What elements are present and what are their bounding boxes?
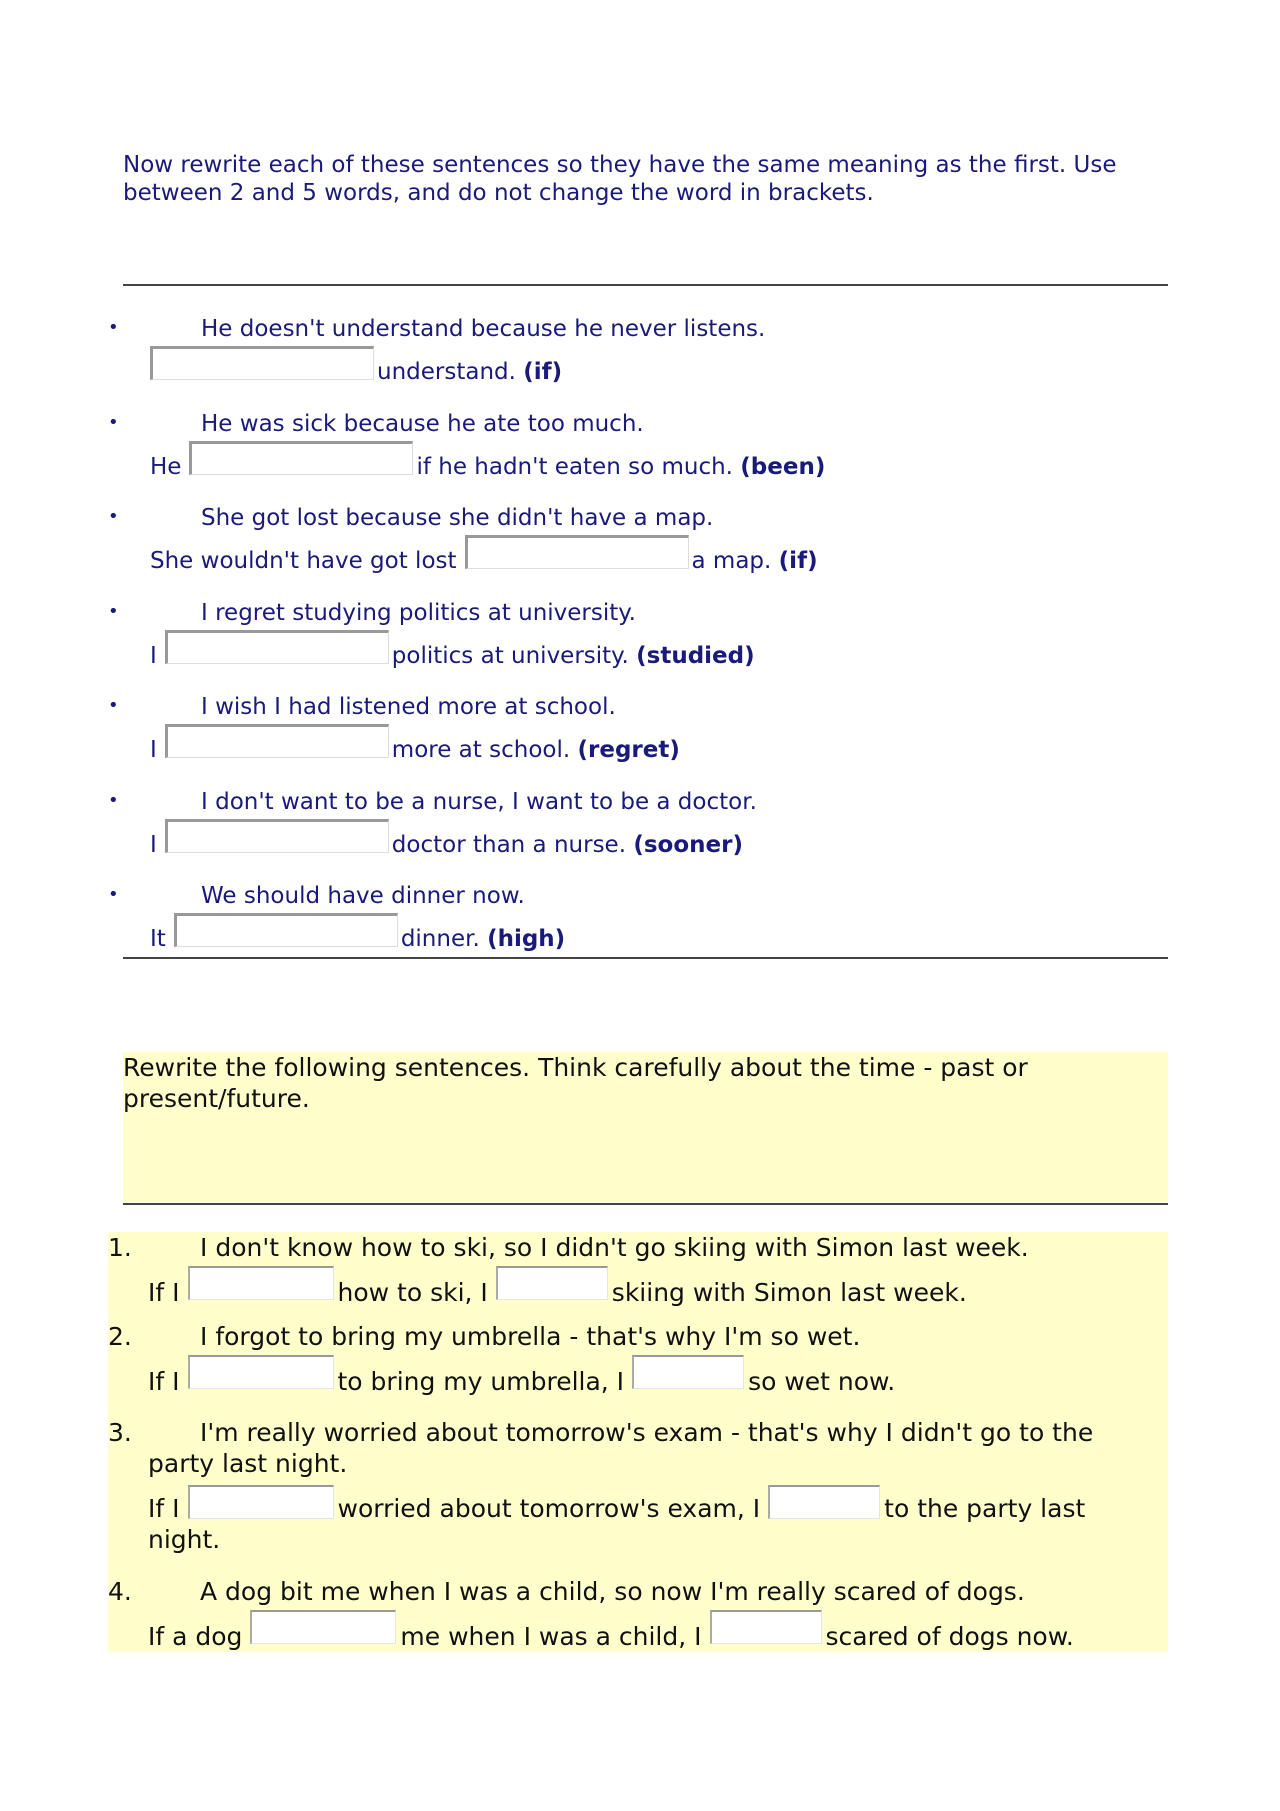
exercise-item bbox=[108, 315, 1168, 410]
answer-line bbox=[150, 724, 680, 764]
answer-input[interactable] bbox=[250, 1610, 396, 1644]
answer-text-part3: scared of dogs now. bbox=[825, 1622, 1074, 1651]
item-number: 1. bbox=[108, 1233, 132, 1262]
divider bbox=[123, 957, 1168, 959]
section1-exercise-list bbox=[108, 315, 1168, 977]
exercise-prompt: He was sick because he ate too much. bbox=[201, 410, 644, 437]
exercise-prompt: I wish I had listened more at school. bbox=[201, 694, 616, 720]
answer-text-before: She wouldn't have got lost bbox=[150, 548, 457, 574]
divider bbox=[123, 284, 1168, 286]
answer-text-after: understand. bbox=[377, 359, 516, 385]
item-number: 4. bbox=[108, 1577, 132, 1606]
section1-instructions: Now rewrite each of these sentences so they have the same meaning as the first. Use between 2 and 5 words, and do not change the word in brackets. bbox=[123, 152, 1117, 206]
answer-text-after: dinner. bbox=[400, 926, 480, 952]
answer-input[interactable] bbox=[632, 1355, 744, 1389]
answer-text-part2: to bring my umbrella, I bbox=[337, 1367, 625, 1396]
exercise-item bbox=[108, 882, 1168, 977]
answer-text-part2: worried about tomorrow's exam, I bbox=[337, 1494, 761, 1523]
answer-input[interactable] bbox=[188, 1485, 334, 1519]
answer-text-part3: skiing with Simon last week. bbox=[611, 1278, 967, 1307]
answer-input[interactable] bbox=[768, 1485, 880, 1519]
exercise-prompt: We should have dinner now. bbox=[201, 883, 525, 909]
answer-text-before: I bbox=[150, 831, 157, 858]
answer-line bbox=[148, 1493, 1158, 1555]
exercise-prompt: I'm really worried about tomorrow's exam - that's why I didn't go to the party last night. bbox=[148, 1418, 1094, 1478]
answer-text-part3: to the party last night. bbox=[148, 1494, 1086, 1554]
exercise-prompt: I forgot to bring my umbrella - that's why I'm so wet. bbox=[200, 1322, 861, 1351]
answer-input[interactable] bbox=[465, 535, 689, 569]
answer-line bbox=[150, 630, 755, 670]
answer-line bbox=[150, 819, 743, 859]
answer-input[interactable] bbox=[150, 346, 374, 380]
bullet: • bbox=[108, 317, 119, 338]
answer-input[interactable] bbox=[165, 630, 389, 664]
item-number: 3. bbox=[108, 1418, 132, 1447]
exercise-item bbox=[108, 410, 1168, 505]
answer-text-before: He bbox=[150, 453, 182, 480]
bullet: • bbox=[108, 600, 119, 622]
bullet: • bbox=[108, 695, 119, 716]
exercise-prompt: I don't know how to ski, so I didn't go skiing with Simon last week. bbox=[200, 1233, 1029, 1262]
keyword: (been) bbox=[740, 453, 826, 480]
exercise-prompt: I don't want to be a nurse, I want to be a doctor. bbox=[201, 788, 757, 815]
exercise-item bbox=[108, 504, 1168, 599]
answer-text-part1: If I bbox=[148, 1367, 180, 1396]
keyword: (if) bbox=[778, 548, 818, 574]
answer-input[interactable] bbox=[710, 1610, 822, 1644]
exercise-item bbox=[108, 599, 1168, 694]
answer-input[interactable] bbox=[189, 441, 413, 475]
answer-input[interactable] bbox=[188, 1355, 334, 1389]
section2-exercise-list bbox=[108, 1232, 1168, 1652]
divider bbox=[123, 1203, 1168, 1205]
bullet: • bbox=[108, 789, 119, 811]
answer-line bbox=[148, 1266, 967, 1308]
answer-line bbox=[150, 913, 565, 953]
exercise-item bbox=[108, 693, 1168, 788]
answer-text-part3: so wet now. bbox=[748, 1367, 896, 1396]
answer-text-after: politics at university. bbox=[391, 642, 629, 669]
exercise-prompt: He doesn't understand because he never listens. bbox=[201, 316, 766, 342]
answer-line bbox=[148, 1355, 895, 1397]
answer-line bbox=[150, 346, 562, 386]
answer-text-before: I bbox=[150, 737, 157, 763]
exercise-item bbox=[108, 788, 1168, 883]
answer-text-after: more at school. bbox=[391, 737, 571, 763]
keyword: (if) bbox=[523, 359, 563, 385]
answer-text-part1: If I bbox=[148, 1278, 180, 1307]
answer-text-before: I bbox=[150, 642, 157, 669]
answer-input[interactable] bbox=[165, 724, 389, 758]
exercise-prompt: She got lost because she didn't have a map. bbox=[201, 505, 714, 531]
answer-line bbox=[150, 535, 818, 575]
keyword: (high) bbox=[487, 926, 566, 952]
answer-text-after: doctor than a nurse. bbox=[391, 831, 627, 858]
answer-text-before: It bbox=[150, 926, 166, 952]
answer-line bbox=[148, 1610, 1074, 1652]
exercise-prompt: A dog bit me when I was a child, so now I'm really scared of dogs. bbox=[200, 1577, 1025, 1606]
answer-input[interactable] bbox=[165, 819, 389, 853]
keyword: (studied) bbox=[636, 642, 755, 669]
exercise-prompt: I regret studying politics at university. bbox=[201, 599, 636, 626]
answer-text-after: a map. bbox=[691, 548, 772, 574]
answer-text-part2: me when I was a child, I bbox=[400, 1622, 702, 1651]
answer-text-part1: If I bbox=[148, 1494, 180, 1523]
item-number: 2. bbox=[108, 1322, 132, 1351]
answer-input[interactable] bbox=[188, 1266, 334, 1300]
answer-input[interactable] bbox=[496, 1266, 608, 1300]
answer-text-after: if he hadn't eaten so much. bbox=[416, 453, 733, 480]
bullet: • bbox=[108, 884, 119, 905]
keyword: (sooner) bbox=[633, 831, 743, 858]
answer-text-part1: If a dog bbox=[148, 1622, 243, 1651]
keyword: (regret) bbox=[577, 737, 680, 763]
section2-instructions: Rewrite the following sentences. Think carefully about the time - past or present/future. bbox=[123, 1052, 1168, 1202]
answer-text-part2: how to ski, I bbox=[337, 1278, 488, 1307]
bullet: • bbox=[108, 506, 119, 527]
answer-line bbox=[150, 441, 825, 481]
answer-input[interactable] bbox=[174, 913, 398, 947]
bullet: • bbox=[108, 411, 119, 433]
